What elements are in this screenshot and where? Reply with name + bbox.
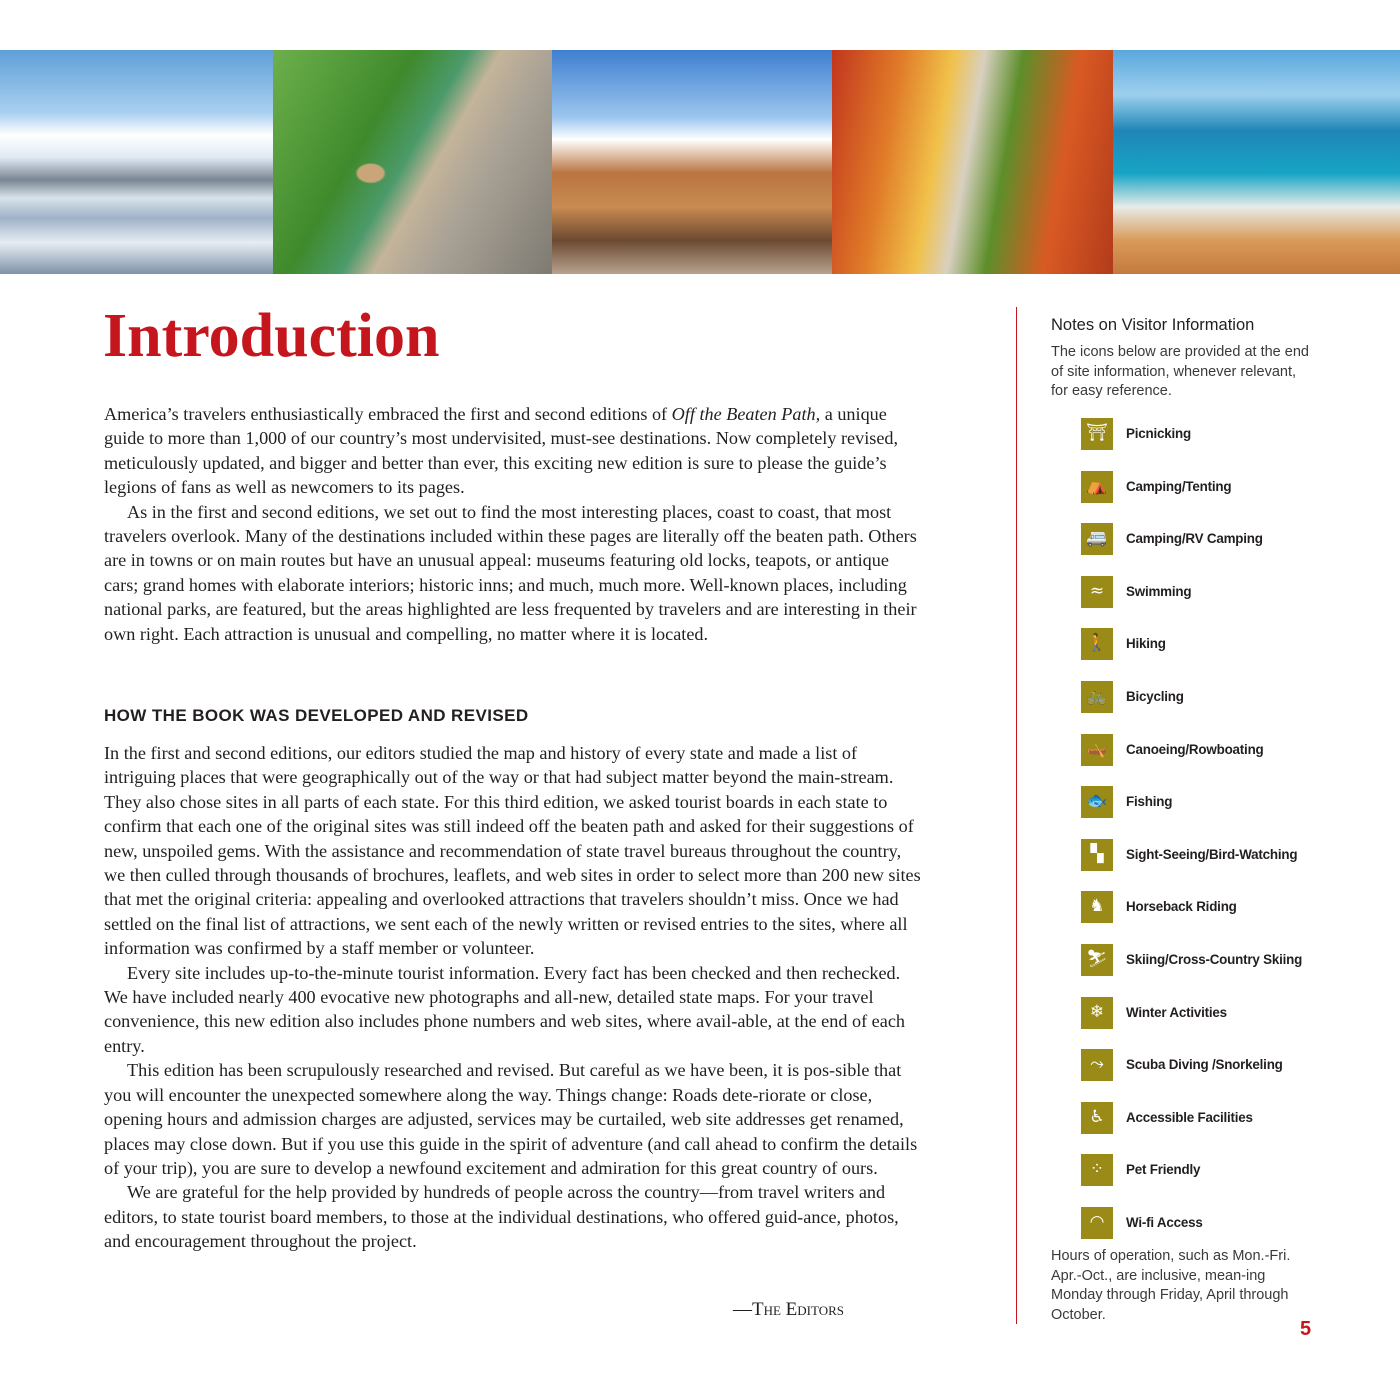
rock-formations-photo: [552, 50, 832, 274]
fish-icon: 🐟: [1081, 786, 1113, 818]
dev-paragraph-4: We are grateful for the help provided by hundreds of people across the country—from travel writers and editors, to state tourist board members, to those at the individual destinations, who offered guid-ance, photos, and encouragement throughout the project.: [104, 1182, 899, 1252]
dev-paragraph-2: Every site includes up-to-the-minute tourist information. Every fact has been checked and then rechecked. We have included nearly 400 evocative new photographs and all-new, detailed state maps. For your travel convenience, this new edition also includes phone numbers and web sites, where avail-able, at the end of each entry.: [104, 962, 905, 1056]
wheelchair-icon: ♿: [1081, 1102, 1113, 1134]
legend-item: [1081, 943, 1302, 976]
legend-item: [1081, 522, 1263, 555]
legend-item: [1081, 1153, 1200, 1186]
hiker-icon: 🚶: [1081, 628, 1113, 660]
legend-item: [1081, 733, 1264, 766]
legend-item: [1081, 785, 1172, 818]
river-canyon-photo: [273, 50, 552, 274]
legend-item-label: Bicycling: [1126, 689, 1184, 704]
legend-item-label: Camping/Tenting: [1126, 479, 1232, 494]
horse-rider-icon: ♞: [1081, 891, 1113, 923]
development-text: [104, 741, 924, 1254]
legend-item-label: Picnicking: [1126, 426, 1191, 441]
intro-text: [104, 402, 924, 646]
autumn-forest-photo: [832, 50, 1113, 274]
sidebar-intro: The icons below are provided at the end of site information, whenever relevant, for easy reference.: [1051, 344, 1309, 399]
dev-paragraph-3: This edition has been scrupulously researched and revised. But careful as we have been, it is pos-sible that you will encounter the unexpected somewhere along the way. Things change: Roads dete-riorate or close, opening hours and admission charges are adjusted, services may be curtailed, web site addresses get renamed, places may close down. But if you use this guide in the spirit of adventure (and call ahead to confirm the details of your trip), you are sure to develop a newfound excitement and admiration for this great country of ours.: [104, 1060, 918, 1178]
canoe-icon: 🛶: [1081, 734, 1113, 766]
legend-item: [1081, 1206, 1203, 1239]
legend-item: [1081, 890, 1237, 923]
paw-icon: ⁘: [1081, 1154, 1113, 1186]
dev-paragraph-1: In the first and second editions, our editors studied the map and history of every state and made a list of intriguing places that were geographically out of the way or that had subject matter beyond the main-stream. They also chose sites in all parts of each state. For this third edition, we asked tourist boards in each state to confirm that each one of the original sites was still indeed off the beaten path and asked for their suggestions of new, unspoiled gems. With the assistance and recommendation of state travel bureaus throughout the country, we then culled through thousands of brochures, leaflets, and web sites in order to select more than 200 new sites that met the original criteria: appealing and overlooked attractions that travelers shouldn’t miss. Once we had settled on the final list of attractions, we sent each of the newly written or revised entries to the sites, where all information was confirmed by a staff member or volunteer.: [104, 743, 921, 959]
legend-item-label: Pet Friendly: [1126, 1162, 1201, 1177]
snowflake-icon: ❄: [1081, 997, 1113, 1029]
legend-item: [1081, 680, 1184, 713]
binoculars-icon: ▚: [1081, 839, 1113, 871]
legend-item-label: Canoeing/Rowboating: [1126, 742, 1264, 757]
tent-icon: ⛺: [1081, 471, 1113, 503]
editors-signature: —The Editors: [733, 1299, 845, 1320]
legend-item-label: Skiing/Cross-Country Skiing: [1126, 952, 1303, 967]
sidebar-title: Notes on Visitor Information: [1051, 316, 1255, 334]
legend-item: [1081, 417, 1191, 450]
hours-note: Hours of operation, such as Mon.-Fri. Apr.-Oct., are inclusive, mean-ing Monday through Friday, April through October.: [1051, 1248, 1291, 1323]
glacier-photo: [0, 50, 273, 274]
legend-item: [1081, 627, 1166, 660]
page-title: Introduction: [103, 302, 440, 370]
legend-item-label: Winter Activities: [1126, 1005, 1227, 1020]
legend-item-label: Scuba Diving /Snorkeling: [1126, 1057, 1283, 1072]
rv-icon: 🚐: [1081, 523, 1113, 555]
sidebar-divider: [1016, 307, 1017, 1324]
section-heading: HOW THE BOOK WAS DEVELOPED AND REVISED: [104, 706, 529, 725]
legend-item: [1081, 575, 1191, 608]
page-number: 5: [1300, 1318, 1312, 1340]
swimmer-icon: ≈: [1081, 576, 1113, 608]
legend-item-label: Wi-fi Access: [1126, 1215, 1203, 1230]
legend-item-label: Swimming: [1126, 584, 1192, 599]
diver-icon: ⤳: [1081, 1049, 1113, 1081]
legend-item: [1081, 1048, 1283, 1081]
legend-item-label: Hiking: [1126, 636, 1166, 651]
legend-item-label: Camping/RV Camping: [1126, 531, 1263, 546]
picnic-table-icon: ⛩: [1081, 418, 1113, 450]
legend-item: [1081, 996, 1227, 1029]
ocean-beach-photo: [1113, 50, 1400, 274]
legend-item-label: Sight-Seeing/Bird-Watching: [1126, 847, 1298, 862]
legend-item: [1081, 838, 1297, 871]
legend-item: [1081, 470, 1231, 503]
intro-paragraph-2: As in the first and second editions, we set out to find the most interesting places, coast to coast, that most travelers overlook. Many of the destinations included within these pages are literally off the beaten path. Others are in towns or on main routes but have an unusual appeal: museums featuring old locks, teapots, or antique cars; grand homes with elaborate interiors; historic inns; and much, much more. Well-known places, including national parks, are featured, but the areas highlighted are less frequented by travelers and are interesting in their own right. Each attraction is unusual and compelling, no matter where it is located.: [104, 501, 917, 644]
wifi-icon: ◠: [1081, 1207, 1113, 1239]
legend-item-label: Fishing: [1126, 794, 1173, 809]
intro-paragraph-1: America’s travelers enthusiastically embraced the first and second editions of Off the Beaten Path, a unique guide to more than 1,000 of our country’s most undervisited, must-see destinations. Now completely revised, meticulously updated, and bigger and better than ever, this exciting new edition is sure to please the guide’s legions of fans as well as newcomers to its pages.: [104, 404, 899, 498]
legend-item: [1081, 1101, 1253, 1134]
book-title-italic: Off the Beaten Path,: [671, 404, 821, 424]
photo-strip: [0, 50, 1400, 274]
skier-icon: ⛷: [1081, 944, 1113, 976]
legend-item-label: Accessible Facilities: [1126, 1110, 1253, 1125]
bicycle-icon: 🚲: [1081, 681, 1113, 713]
legend-item-label: Horseback Riding: [1126, 899, 1237, 914]
